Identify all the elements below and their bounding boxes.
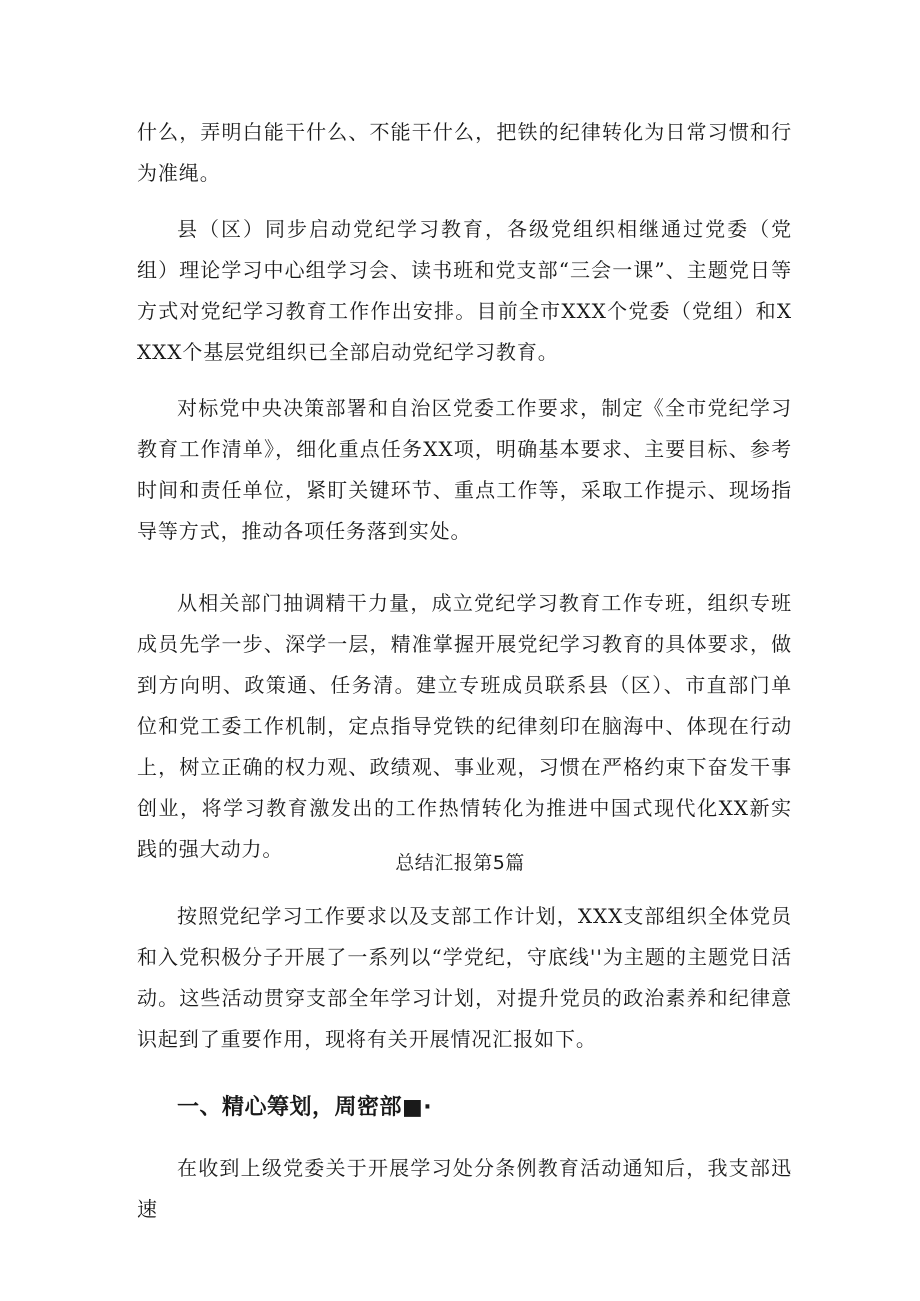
paragraph-task-force: 从相关部门抽调精干力量，成立党纪学习教育工作专班，组织专班成员先学一步、深学一层，精准掌握开展党纪学习教育的具体要求，做到方向明、政策通、任务清。建立专班成员联系县（区）、市直部门单位和党工委工作机制，定点指导党铁的纪律刻印在脑海中、体现在行动上，树立正确的权力观、政绩观、事业观，习惯在严格约束下奋发干事创业，将学习教育激发出的工作热情转化为推进中国式现代化XX新实践的强大动力。	[137, 591, 792, 861]
section-heading: 一、精心筹划，周密部■·	[177, 1095, 433, 1120]
paragraph-work-list: 对标党中央决策部署和自治区党委工作要求，制定《全市党纪学习教育工作清单》，细化重点任务XX项，明确基本要求、主要目标、参考时间和责任单位，紧盯关键环节、重点工作等，采取工作提示、现场指导等方式，推动各项任务落到实处。	[137, 396, 792, 543]
paragraph-continuation: 什么，弄明白能干什么、不能干什么，把铁的纪律转化为日常习惯和行为准绳。	[137, 120, 792, 185]
paragraph-section-intro: 按照党纪学习工作要求以及支部工作计划，XXX支部组织全体党员和入党积极分子开展了一系列以“学党纪，守底线''为主题的主题党日活动。这些活动贯穿支部全年学习计划，对提升党员的政治素养和纪律意识起到了重要作用，现将有关开展情况汇报如下。	[137, 904, 792, 1051]
section-title: 总结汇报第5篇	[395, 852, 525, 874]
paragraph-last: 在收到上级党委关于开展学习处分条例教育活动通知后，我支部迅速	[137, 1156, 792, 1221]
paragraph-county-launch: 县（区）同步启动党纪学习教育，各级党组织相继通过党委（党组）理论学习中心组学习会、读书班和党支部“三会一课”、主题党日等方式对党纪学习教育工作作出安排。目前全市XXX个党委（党组）和XXXX个基层党组织已全部启动党纪学习教育。	[137, 217, 792, 364]
